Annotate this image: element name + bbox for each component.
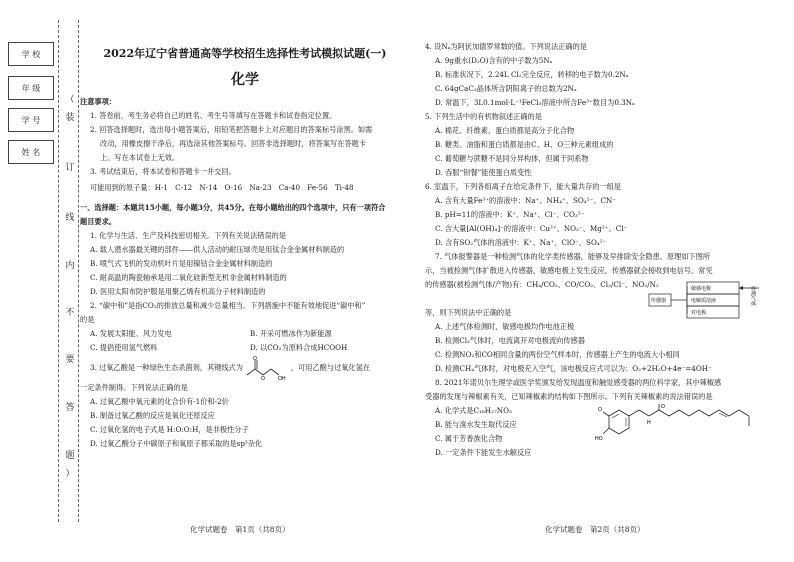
atom-label: O (260, 376, 265, 381)
grade-field: 年 级 (8, 76, 54, 100)
option: C. 过氧化氢的电子式是 H:O:O:H，是非极性分子 (90, 425, 249, 434)
option: A. 化学式是C₁₈H₂₇NO₃ (435, 406, 512, 415)
option: D. 以CO₂为原料合成HCOOH (250, 343, 348, 352)
sensor-label: 传感器 (651, 298, 667, 304)
page-footer: 化学试题卷 第2页（共8页） (545, 525, 645, 534)
note-item: 上。写在本试卷上无效。 (100, 153, 180, 162)
binding-sidebar (0, 0, 75, 562)
school-field: 学 校 (8, 42, 54, 66)
question-stem: 4. 设Nₐ为阿伏加德罗常数的值。下列说法正确的是 (425, 42, 587, 51)
option: B. 糖类、油脂和蛋白质都是由C、H、O三种元素组成的 (435, 140, 614, 149)
section-intro: 题目要求。 (80, 217, 116, 226)
option: D. 一定条件下能发生水解反应 (435, 448, 532, 457)
question-stem: 5. 下列生活中的有机物叙述正确的是 (425, 112, 542, 121)
right-page (425, 40, 775, 460)
gas-sensor-diagram (647, 280, 777, 320)
seal-char: 题 (65, 451, 75, 461)
question-stem: 2. “碳中和”是指CO₂的排放总量和减少总量相当。下列措施中不能有效地促进“碳中和” (90, 301, 366, 310)
option: A. 上述气体检测时，敏感电极均作电池正极 (435, 322, 575, 331)
peracetic-acid-structure (245, 355, 289, 381)
seal-char: 内 (65, 261, 75, 271)
option: A. 过氧乙酸中氧元素的化合价有-1价和-2价 (90, 397, 229, 406)
subject-title: 化学 (231, 72, 259, 88)
option: C. 检测NO₂和CO相同含量的两份空气样本时，传感器上产生的电流大小相同 (435, 350, 680, 359)
seal-mark-close: ） (65, 469, 75, 479)
question-stem: 7. 气体报警器是一种检测气体的化学类传感器，能够及早排除安全隐患。原理如下图所 (435, 252, 711, 261)
question-stem: 1. 化学与生活、生产及科技密切相关。下列有关说法错误的是 (90, 231, 287, 240)
option: D. 含有SO₂气体的溶液中：K⁺、Na⁺、ClO⁻、SO₄²⁻ (435, 238, 607, 247)
question-stem: 一定条件制得。下列说法正确的是 (80, 383, 188, 392)
option: C. 含大量[Al(OH)₄]⁻的溶液中：Cu²⁺、NO₃⁻、Mg²⁺、Cl⁻ (435, 224, 628, 233)
option: C. 耐高温的陶瓷轴承是用二氧化硅新型无机非金属材料制造的 (90, 273, 287, 282)
option: A. 棉花、纤维素、蛋白质都是高分子化合物 (435, 126, 575, 135)
option: C. 提倡使用氢气燃料 (90, 343, 158, 352)
question-stem: 受器的发现与辣椒素有关，已知辣椒素的结构如下图所示。下列有关辣椒素的说法错误的是 (425, 392, 713, 401)
note-item: 2. 回答选择题时，选出每小题答案后，用铅笔把答题卡上对应题目的答案标号涂黑。如需 (90, 125, 373, 134)
question-stem: 的是 (80, 315, 95, 324)
seal-char: 装 (65, 113, 75, 123)
seal-char: 要 (65, 355, 75, 365)
question-stem: 8. 2021年诺贝尔生理学或医学奖颁发给发现温度和触觉感受器的两位科学家，其中辣椒感 (435, 378, 722, 387)
atomic-masses: 可能用到的原子量：H-1 C-12 N-14 O-16 Na-23 Ca-40 Fe-56 Ti-48 (90, 183, 354, 192)
option: D. 医用太阳布防护服是用聚乙烯有机高分子材料制造的 (90, 287, 266, 296)
atom-label: O (252, 356, 257, 362)
atom-label: H (647, 420, 651, 426)
section-intro: 一、选择题：本题共15小题，每小题3分，共45分。在每小题给出的四个选项中，只有一项符合 (80, 203, 386, 212)
seal-mark-open: （ (65, 95, 75, 105)
option: B. 喷气式飞机的发动机叶片是用镍钴合金金属材料制造的 (90, 259, 273, 268)
exam-title: 2022年辽宁省普通高等学校招生选择性考试模拟试题(一) (103, 47, 387, 60)
note-item: 改动，用橡皮擦干净后，再选涂其他答案标号。回答非选择题时，将答案写在答题卡 (100, 139, 366, 148)
option: D. 过氧乙酸分子中碳原子和氧原子都采取的是sp³杂化 (90, 439, 263, 448)
electrode-label: 敏感电极 (691, 286, 712, 292)
note-item: 3. 考试结束后，将本试卷和答题卡一并交回。 (90, 167, 236, 176)
page-footer: 化学试题卷 第1页（共8页） (190, 525, 290, 534)
electrode-label: 对电极 (691, 310, 707, 316)
capsaicin-structure (595, 404, 765, 450)
question-stem: 等，则下列说法中正确的是 (425, 308, 512, 317)
seal-char: 不 (65, 308, 75, 318)
binding-line-outer (58, 20, 59, 522)
option: B. 检测Cl₂气体时，电流离开对电极流向传感器 (435, 336, 585, 345)
seal-char: 订 (65, 163, 75, 173)
binding-line-inner (78, 20, 79, 522)
seal-char: 线 (65, 213, 75, 223)
question-stem: 的传感器(被检测气体/产物)有：CH₄/CO₂、CO/CO₂、Cl₂/Cl⁻、NO₂/N₂ (425, 280, 659, 289)
option: B. 标准状况下，2.24L Cl₂完全反应，转移的电子数为0.2Nₐ (435, 70, 629, 79)
electrode-label: 电解质溶液 (691, 298, 717, 304)
option: C. 64gCaC₂晶体所含阴阳离子的总数为2Nₐ (435, 84, 577, 93)
option: D. 吞服“钡餐”能使蛋白质变性 (435, 168, 532, 177)
student-id-field: 学 号 (8, 108, 54, 132)
option: B. 开采可燃冰作为新能源 (250, 329, 332, 338)
option: D. 常温下，3L0.1mol·L⁻¹FeCl₃溶液中所含Fe³⁺数目为0.3Nₐ (435, 98, 635, 107)
question-stem: 3. 过氧乙酸是一种绿色生态杀菌剂，其键线式为 O O OH ，可用乙酸与过氧化氢在 (90, 356, 370, 381)
atom-label: HO (595, 436, 603, 442)
question-stem: 6. 室温下，下列各组离子在给定条件下，能大量共存的一组是 (425, 182, 622, 191)
option: A. 含有大量Fe³⁺的溶液中：Na⁺、NH₄⁺、SO₄²⁻、CN⁻ (435, 196, 617, 205)
option: C. 属于芳香族化合物 (435, 434, 503, 443)
option: B. 能与溴水发生取代反应 (435, 420, 517, 429)
option: A. 发展太阳能、风力发电 (90, 329, 172, 338)
option: B. 制备过氧乙酸的反应是氧化还原反应 (90, 411, 215, 420)
left-page (80, 35, 410, 451)
atom-label: O (661, 404, 665, 410)
notes-heading: 注意事项： (80, 97, 116, 106)
gas-label: 待测气体 (750, 286, 756, 306)
atom-label: O (598, 407, 602, 413)
note-item: 1. 答卷前，考生务必将自己的姓名、考生号等填写在答题卡和试卷指定位置。 (90, 111, 337, 120)
option: A. 载人潜水器最关键的部件——供人活动的耐压球壳是用钛合金金属材料制造的 (90, 245, 345, 254)
name-field: 姓 名 (8, 140, 54, 164)
seal-char: 答 (65, 403, 75, 413)
option: D. 检测CH₄气体时，对电极充入空气，该电极反应式可以为：O₂+2H₂O+4e⁻=4OH⁻ (435, 364, 712, 373)
question-stem: 示，当被检测气体扩散进入传感器，敏感电极上发生反应，传感器就会接收到电信号。常见 (425, 266, 713, 275)
option: B. pH=11的溶液中：K⁺、Na⁺、Cl⁻、CO₃²⁻ (435, 210, 585, 219)
option: C. 葡萄糖与蔗糖不是同分异构体，但属于同系物 (435, 154, 589, 163)
option: A. 9g重水(D₂O)含有的中子数为5Nₐ (435, 56, 553, 65)
q7-diagram-block (425, 278, 775, 320)
atom-label: OH (277, 376, 286, 381)
